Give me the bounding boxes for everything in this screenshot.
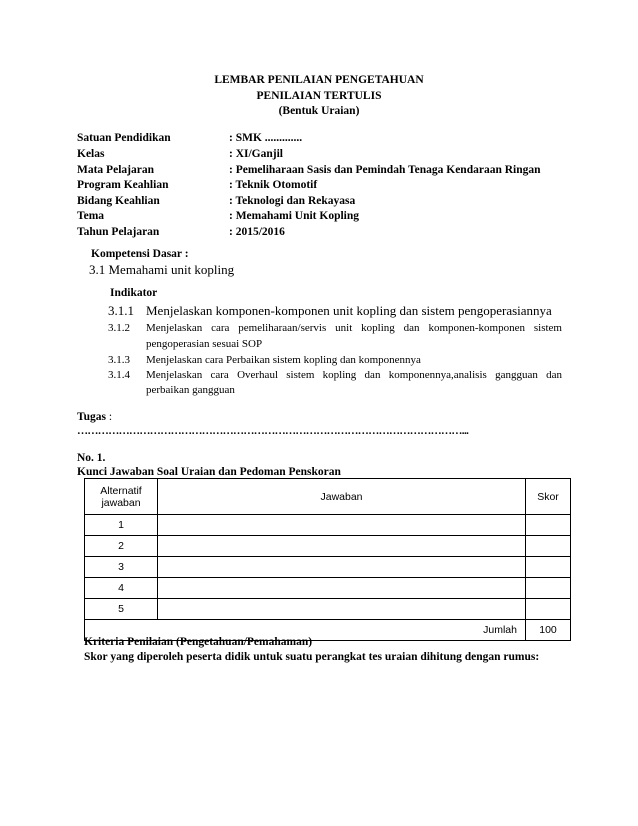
row-number: 5 [85, 599, 158, 620]
header-alternatif-line2: jawaban [101, 496, 141, 509]
row-number: 1 [85, 515, 158, 536]
answer-key-table [84, 478, 571, 641]
indikator-text-continued: perbaikan gangguan [146, 384, 235, 396]
identity-value: : XI/Ganjil [229, 148, 283, 160]
doc-subtitle: PENILAIAN TERTULIS [256, 90, 382, 102]
identity-row [77, 164, 541, 176]
indikator-number: 3.1.2 [108, 322, 130, 334]
identity-row [77, 226, 285, 238]
identity-value: : Teknik Otomotif [229, 179, 318, 191]
header-alternatif [85, 479, 158, 515]
identity-label: Program Keahlian [77, 179, 169, 191]
row-number: 3 [85, 557, 158, 578]
indikator-text: Menjelaskan cara Perbaikan sistem kopling dan komponennya [146, 354, 421, 366]
tugas-colon: : [106, 411, 113, 423]
identity-value: : Memahami Unit Kopling [229, 210, 360, 222]
indikator-text: Menjelaskan cara pemeliharaan/servis unit kopling dan komponen-komponen sistem [146, 322, 562, 334]
tugas-line [77, 411, 112, 423]
kriteria-title: Kriteria Penilaian (Pengetahuan/Pemahaman) [84, 636, 313, 648]
indikator-text-continued: pengoperasian sesuai SOP [146, 338, 263, 350]
score-cell [526, 515, 571, 536]
answer-cell [158, 557, 526, 578]
table-row [85, 578, 571, 599]
kompetensi-heading: Kompetensi Dasar : [91, 248, 189, 260]
indikator-text: Menjelaskan cara Overhaul sistem kopling dan komponennya,analisis gangguan dan [146, 369, 562, 381]
identity-label: Tahun Pelajaran [77, 226, 160, 238]
kompetensi-item: 3.1 Memahami unit kopling [89, 262, 235, 277]
identity-label: Bidang Keahlian [77, 195, 160, 207]
indikator-item [108, 322, 146, 334]
table-header-row [85, 479, 571, 515]
indikator-number: 3.1.3 [108, 354, 130, 366]
score-cell [526, 557, 571, 578]
indikator-number: 3.1.1 [108, 303, 134, 318]
identity-label: Kelas [77, 148, 105, 160]
identity-value: : Teknologi dan Rekayasa [229, 195, 356, 207]
header-alternatif-line1: Alternatif [100, 484, 142, 497]
table-row [85, 536, 571, 557]
answer-cell [158, 578, 526, 599]
total-label: Jumlah [85, 620, 526, 641]
identity-row [77, 148, 283, 160]
tugas-label: Tugas [77, 411, 106, 423]
indikator-item [108, 369, 146, 381]
score-cell [526, 578, 571, 599]
total-value: 100 [526, 620, 571, 641]
identity-row [77, 132, 302, 144]
identity-value: : Pemeliharaan Sasis dan Pemindah Tenaga Kendaraan Ringan [229, 164, 541, 176]
identity-label: Mata Pelajaran [77, 164, 154, 176]
table-row [85, 515, 571, 536]
header-skor: Skor [526, 479, 571, 515]
indikator-heading: Indikator [110, 287, 158, 299]
identity-label: Satuan Pendidikan [77, 132, 171, 144]
kriteria-text: Skor yang diperoleh peserta didik untuk suatu perangkat tes uraian dihitung dengan rumus: [84, 651, 540, 663]
header-jawaban: Jawaban [158, 479, 526, 515]
answer-cell [158, 515, 526, 536]
identity-value: : 2015/2016 [229, 226, 285, 238]
row-number: 4 [85, 578, 158, 599]
identity-row [77, 210, 359, 222]
identity-row [77, 195, 355, 207]
table-row [85, 557, 571, 578]
indikator-item [108, 354, 421, 366]
indikator-item [108, 303, 552, 319]
identity-label: Tema [77, 210, 105, 222]
doc-title: LEMBAR PENILAIAN PENGETAHUAN [214, 74, 424, 86]
question-number: No. 1. [77, 452, 106, 464]
doc-form-type: (Bentuk Uraian) [278, 105, 360, 117]
indikator-number: 3.1.4 [108, 369, 130, 381]
identity-value: : SMK ............. [229, 132, 303, 144]
row-number: 2 [85, 536, 158, 557]
indikator-text: Menjelaskan komponen-komponen unit kopling dan sistem pengoperasiannya [146, 303, 552, 318]
identity-row [77, 179, 317, 191]
score-cell [526, 536, 571, 557]
tugas-dots: …………………………………………………………………………………………………... [77, 425, 469, 437]
answer-cell [158, 536, 526, 557]
kunci-title: Kunci Jawaban Soal Uraian dan Pedoman Penskoran [77, 466, 341, 478]
table-row [85, 599, 571, 620]
score-cell [526, 599, 571, 620]
answer-cell [158, 599, 526, 620]
